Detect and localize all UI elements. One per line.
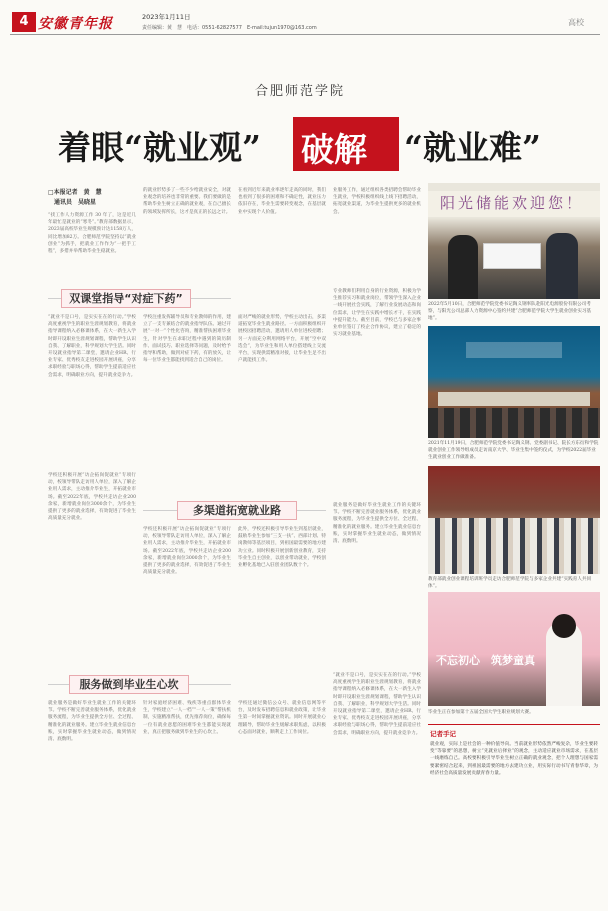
photo-speech-contest [428, 592, 600, 706]
section3-col1: 就业服务是做好毕业生就业工作的关键环节。学校不断完善就业服务体系，优化就业服务流程，为毕业生提供全方位、全过程、精准化的就业服务。建立毕业生就业信息台账，实时掌握毕业生就业动态，做到情况清、底数明。 [48, 701, 136, 743]
lead-col3: 在看到近年来就业率逐年走高的同时，我们也看到了很多的困难和不确定性，就业压力依旧存在，毕业生需要转变观念，在基层就业中实现个人价值。 [238, 188, 326, 215]
lead-col2: 的就业形势多了一些不少给就业安全，对就业观念的培养也非常的重要。我们要做的是帮助毕业生树立正确的就业观，在自己擅长的领域发挥所长，这才是真正的长远之计。 [143, 188, 231, 215]
photo2-table [438, 392, 590, 406]
page-number-badge: 4 [12, 12, 36, 32]
section2-title: 多渠道拓宽就业路 [177, 501, 297, 520]
lead-col4: 业服务工作，通过组织各类招聘会帮助毕业生就业，学校积极组织线上线下招聘活动，拓宽就业渠道，为毕业生提供更多的就业机会。 [333, 188, 421, 215]
section3-title: 服务做到毕业生心坎 [69, 675, 189, 694]
photo2-screen-text [466, 342, 562, 358]
photo2-caption: 2021年11月19日，合肥师范学院党委书记陶义钢、党委副书记、院长方东衍和学院就业创业工作领导组成员走访南京大学、毕业生集中签约仪式，为学校2022届毕业生就业创业工作做准备。 [428, 441, 599, 460]
photo1-person-left [448, 235, 478, 299]
section3-col4: “就业不是口号，是实实在在的行动。”学校高度重视学生的职业生涯规划教育，将就业指导课程纳入必修课体系，在大一新生入学时即开设职业生涯规划课程，帮助学生认识自我、了解职业，科学规划大学生活。同时开设就业指导第二课堂，邀请企业HR、行业专家、优秀校友走进校园开展讲座，分享求职经验与职场心得，帮助学生提前适应社会需求，明确职业方向，提升就业竞争力。 [333, 673, 421, 736]
headline-right: “就业难” [404, 128, 541, 167]
photo1-caption: 2022年5月10日，合肥师范学院党委书记陶义钢率队赴阳光电源股份有限公司考察，与阳光公司总部人力资源中心签约共建“合肥师范学院大学生就业创业实习基地”。 [428, 302, 592, 321]
photo1-banner-text: 阳光储能欢迎您！ [440, 194, 585, 212]
byline-correspondent: 通讯员 吴晓星 [48, 199, 97, 206]
section3-col3: 学校还通过微信公众号、就业信息网等平台，及时发布招聘信息和就业政策，让毕业生第一时间掌握就业资讯。同时开展就业心理辅导，帮助毕业生缓解求职焦虑，以积极心态面对就业，顺利走上工作岗位。 [238, 701, 326, 735]
section3-rule-right [189, 684, 231, 685]
section1-title: 双课堂指导“对症下药” [61, 289, 191, 308]
photo-group [428, 466, 600, 574]
photo4-hair [552, 614, 576, 638]
photo1-person-right [546, 233, 578, 299]
photo4-banner-text: 不忘初心 筑梦童真 [436, 654, 535, 667]
headline-left: 着眼“就业观” [58, 128, 261, 167]
commentary-body: 就业观，实际上是社会的一种价值导向。当前就业形势依然严峻复杂，毕业生要转变“等靠要”的思想，树立“先就业后择业”的观念，主动适应就业市场需求，在基层一线磨练自己。高校要积极引导毕业生树立正确的就业观念，把个人理想与国家需要紧密结合起来，到祖国最需要的地方去建功立业，用实际行动书写青春华章，为经济社会高质量发展贡献青春力量。 [430, 742, 598, 776]
section3-col2: 针对家庭经济困难、残疾等重点群体毕业生，学校建立“一人一档”“一人一策”帮扶机制，实施精准帮扶，优先推荐岗位，确保每一位有就业意愿的困难毕业生都能实现就业，真正把服务做到毕业生的心坎上。 [143, 701, 231, 735]
lead-paragraph: “找工作人力资源工作 30 年了，这是近几年最忙是就业的“寒冬”。”教育部数据显示，2023届高校毕业生规模预计达1158万人，同比增加82万。合肥师范学院坚持以“就业创业”为抓手，把就业工作作为“一把手工程”，多措并举帮助毕业生稳就业。 [48, 213, 136, 255]
photo1-plaque [483, 243, 541, 269]
section1-col3: 专业教师们利用自身的行业资源，积极为学生推荐实习和就业岗位，带领学生深入企业一线开展社会实践，了解行业发展动态和岗位需求，让学生在实践中增长才干，在实践中提升能力。截至目前，学校已与多家企事业单位签订了校企合作协议，建立了稳定的实习就业基地。 [333, 289, 421, 338]
section2-col3: 就业服务是做好毕业生就业工作的关键环节。学校不断完善就业服务体系，优化就业服务流程，为毕业生提供全方位、全过程、精准化的就业服务。建立毕业生就业信息台账，实时掌握毕业生就业动态，做到情况清、底数明。 [333, 503, 421, 545]
section1-col3b: 面对严峻的就业形势，学校主动出击，多渠道拓宽毕业生就业路径。一方面积极组织开展校园招聘活动，邀请用人单位进校招聘；另一方面充分利用网络平台，开展“空中双选会”，为毕业生和用人单位搭建线上交流平台，实现供需精准对接，让毕业生足不出户就能找工作。 [238, 315, 326, 364]
article-kicker: 合肥师范学院 [255, 84, 346, 99]
section2-rule-right [297, 510, 326, 511]
section1-rule-right [191, 298, 231, 299]
photo4-caption: 毕业生正在参加第十五届全国大学生职业规划大赛。 [428, 710, 534, 715]
photo2-audience [428, 408, 600, 438]
photo3-crowd [428, 518, 600, 574]
section1-rule [48, 298, 61, 299]
byline-reporter: □本报记者 黄 慧 [48, 189, 102, 196]
section2-col1: 学校还积极开展“访企拓岗促就业”专项行动，校领导带队走访用人单位，深入了解企业用人需求，主动推介毕业生，开拓就业市场。截至2022年底，学校共走访企业200余家，新增就业岗位3000余个，为毕业生提供了更多的就业选择，有效促进了毕业生高质量充分就业。 [143, 527, 231, 576]
section2-intro: 学校还积极开展“访企拓岗促就业”专项行动，校领导带队走访用人单位，深入了解企业用人需求，主动推介毕业生，开拓就业市场。截至2022年底，学校共走访企业200余家，新增就业岗位3000余个，为毕业生提供了更多的就业选择，有效促进了毕业生高质量充分就业。 [48, 473, 136, 522]
section-label: 高校 [568, 18, 584, 27]
section2-col2: 此外，学校还积极引导毕业生到基层就业，鼓励毕业生参加“三支一扶”、西部计划、特岗教师等基层项目，到祖国最需要的地方建功立业。同时积极开展创新创业教育，支持毕业生自主创业，以创业带动就业，学校创业孵化基地已入驻创业团队数十个。 [238, 527, 326, 569]
commentary-box [428, 724, 600, 902]
photo-meeting [428, 326, 600, 438]
header-rule [10, 34, 600, 35]
issue-date: 2023年1月11日 [142, 13, 191, 21]
commentary-title: 记者手记 [430, 730, 456, 738]
editor-info: 责任编辑：黄 慧 电话：0551-62827577 E-mail:tujun1970@163.com [142, 25, 317, 31]
headline-highlight: 破解 [301, 130, 367, 169]
photo3-caption: 教育部就业创业课程培训班学员走访合肥师范学院与多家企业共建“实践育人共同体”。 [428, 577, 592, 589]
section1-col2: 学校注重发挥辅导员和专业教师的作用，建立了一支专兼结合的就业指导队伍。通过开展“一对一”个性化咨询，精准帮扶困难毕业生，针对学生在求职过程中遇到的简历制作、面试技巧、职业选择等问题，及时给予指导和帮助，做到对症下药，有的放矢，让每一位毕业生都能找到适合自己的岗位。 [143, 315, 231, 364]
section2-rule [143, 510, 177, 511]
section3-rule [48, 684, 69, 685]
photo-signing-ceremony [428, 183, 600, 299]
section1-col1: “就业不是口号，是实实在在的行动。”学校高度重视学生的职业生涯规划教育，将就业指导课程纳入必修课体系，在大一新生入学时即开设职业生涯规划课程，帮助学生认识自我、了解职业，科学规划大学生活。同时开设就业指导第二课堂，邀请企业HR、行业专家、优秀校友走进校园开展讲座，分享求职经验与职场心得，帮助学生提前适应社会需求，明确职业方向，提升就业竞争力。 [48, 315, 136, 378]
paper-name: 安徽青年报 [38, 16, 113, 32]
